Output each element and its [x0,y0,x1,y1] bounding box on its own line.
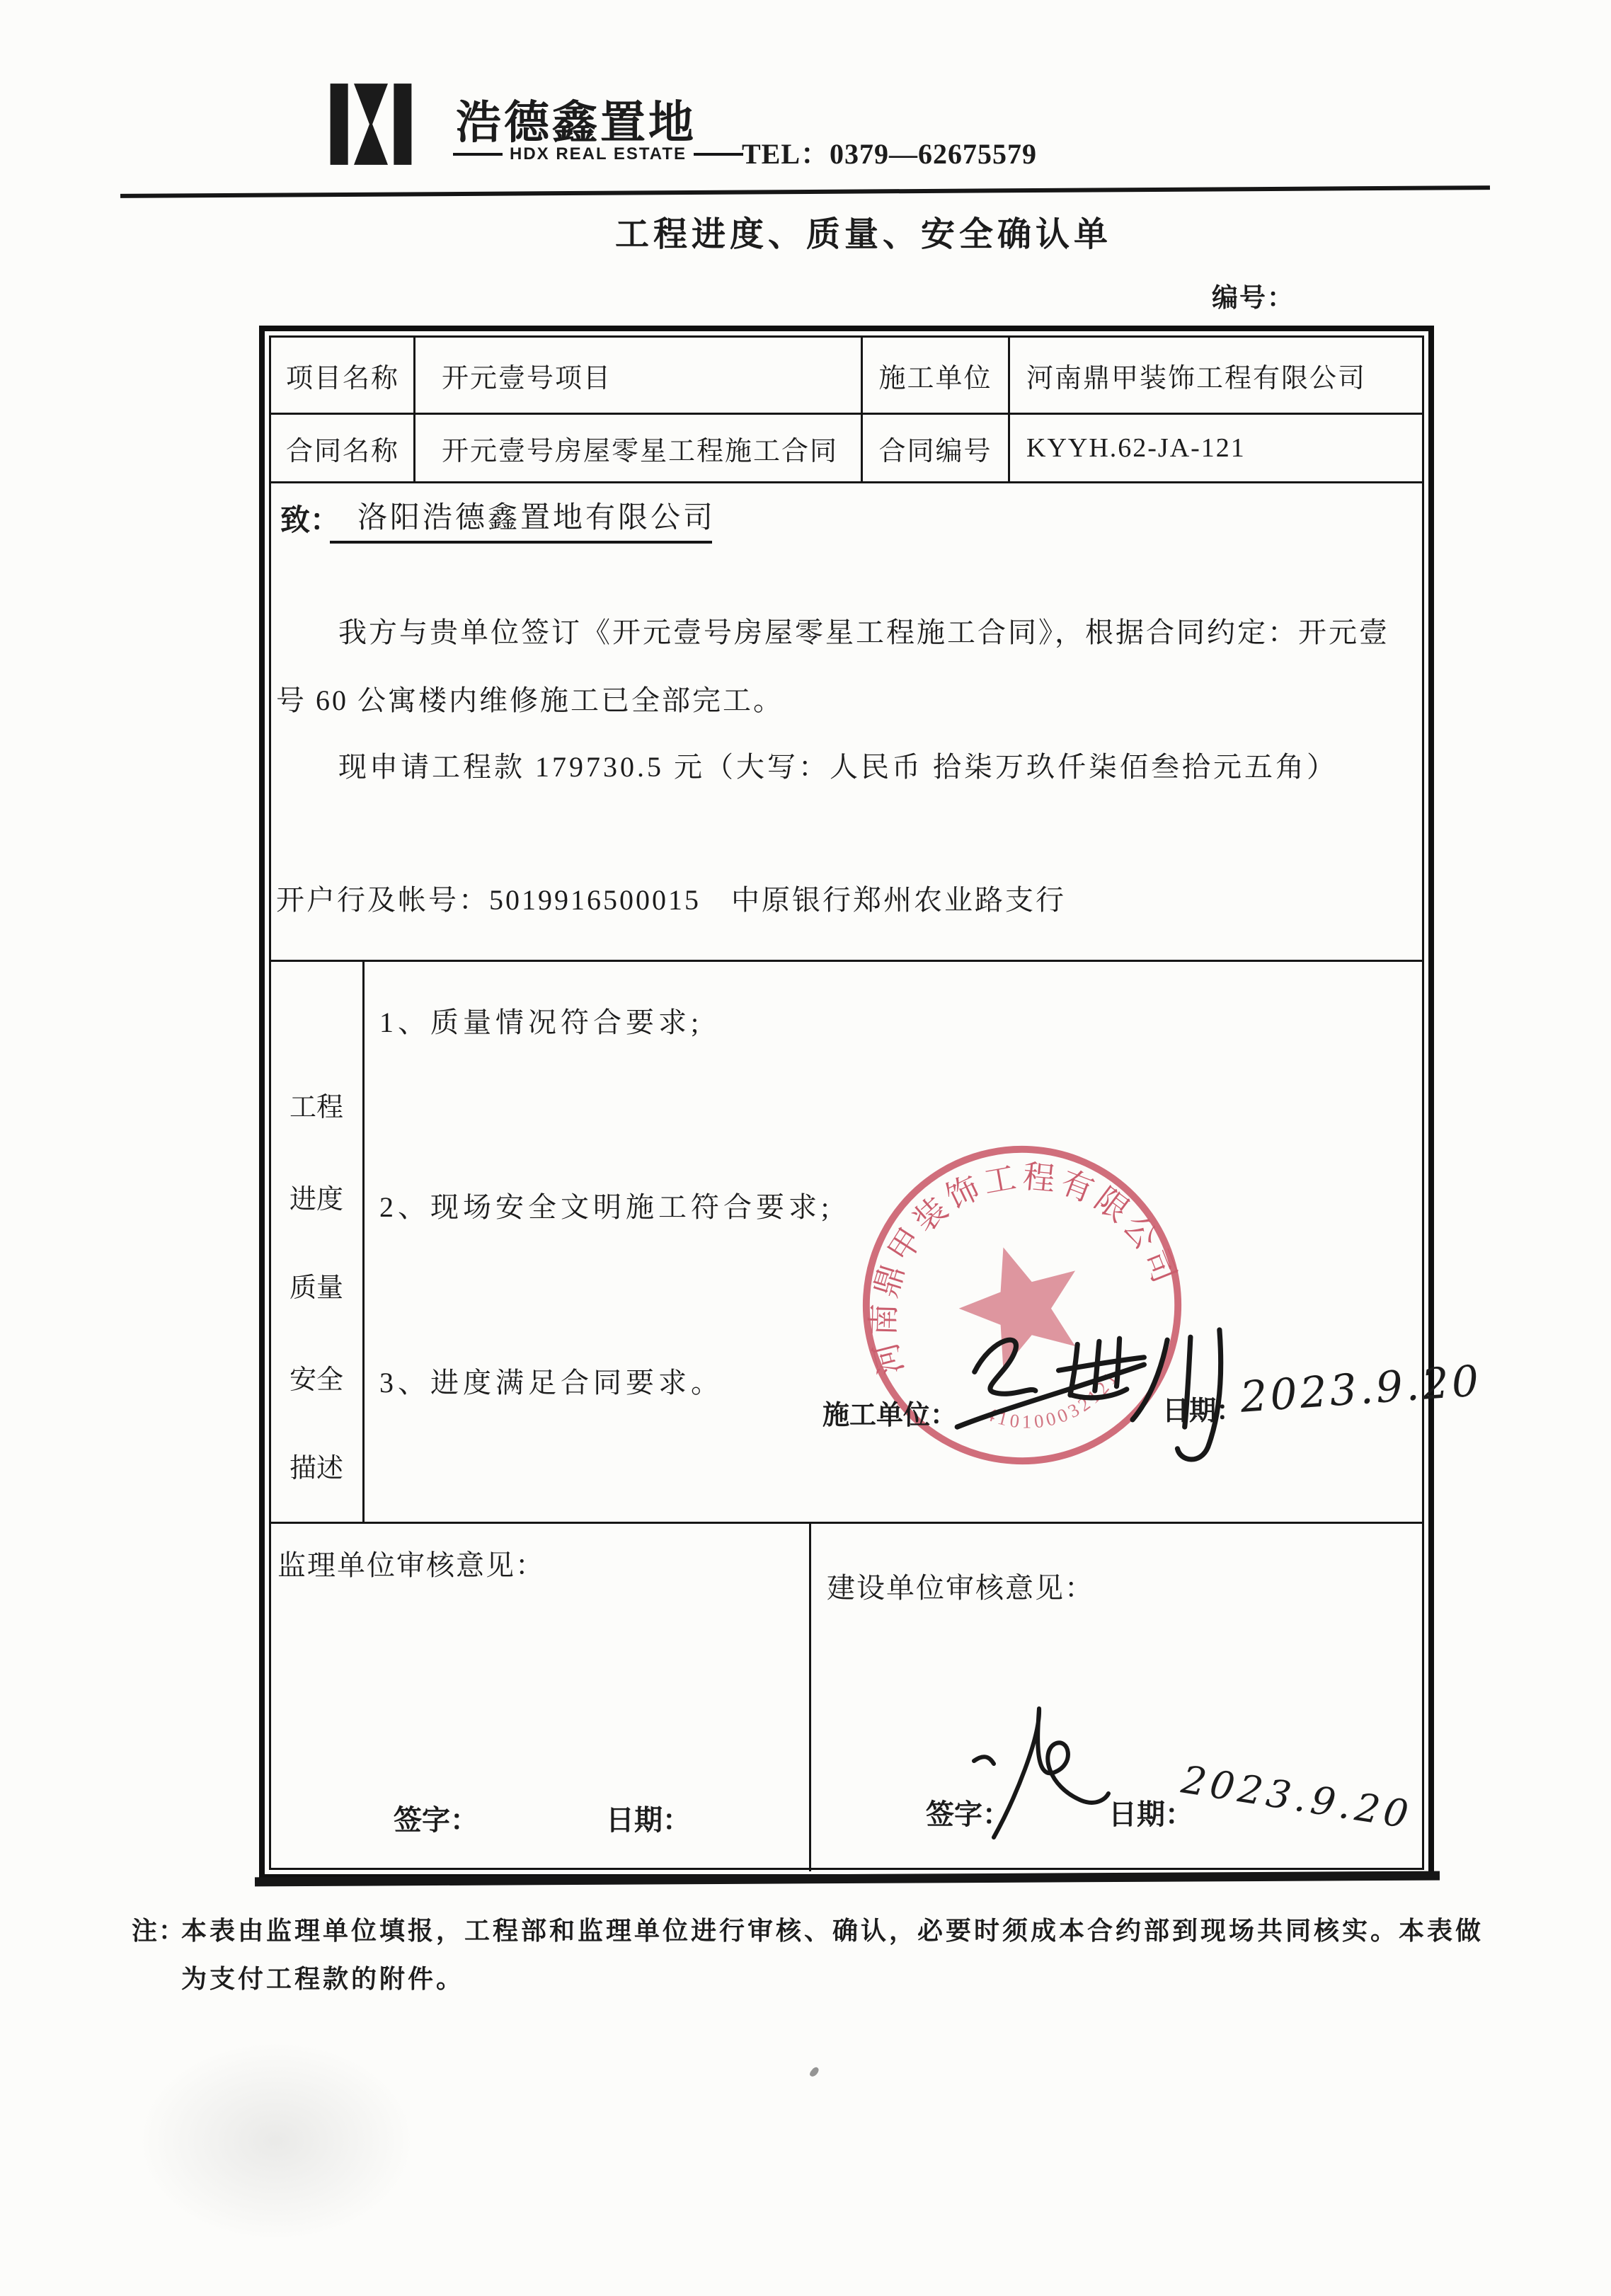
body-paragraph-line2: 号 60 公寓楼内维修施工已全部完工。 [276,684,784,716]
row-separator-4 [271,1522,1422,1524]
seal-serial-text: 410100032121 [982,1365,1123,1433]
header-tel: TEL：0379—62675579 [742,138,1038,170]
builder-sign-label: 签字： [926,1798,1011,1830]
row-separator-3 [271,960,1422,962]
scan-smudge [85,2003,467,2279]
builder-date-value: 2023.9.20 [1179,1757,1416,1838]
side-label-miaoshu: 描述 [289,1453,343,1483]
desc-item-1: 1、质量情况符合要求; [379,1006,704,1038]
supervisor-sign-label: 签字： [394,1804,478,1836]
contractor-label: 施工单位 [878,363,992,394]
form-table-inner-border [269,335,1424,1870]
note-prefix: 注： [132,1917,186,1945]
desc-item-3: 3、进度满足合同要求。 [379,1367,723,1399]
logo-left-rule [453,153,503,156]
supervisor-date-label: 日期： [606,1804,691,1836]
constructor-signature [950,1322,1254,1464]
note-line2: 为支付工程款的附件。 [181,1965,465,1993]
constructor-sign-label: 施工单位： [822,1401,958,1430]
contract-no-label: 合同编号 [878,436,992,466]
builder-date-label: 日期： [1108,1798,1193,1830]
to-label: 致： [280,505,340,537]
builder-signature [947,1693,1159,1856]
side-label-zhiliang: 质量 [289,1273,343,1303]
logo-right-rule [694,153,743,156]
review-separator [809,1522,811,1871]
desc-label-separator [362,960,365,1524]
project-name-value: 开元壹号项目 [442,363,612,394]
header-divider [120,185,1490,198]
side-label-gongcheng: 工程 [289,1092,343,1123]
seal-company-text: 河南鼎甲装饰工程有限公司 [866,1159,1184,1379]
scan-speck [808,2066,820,2078]
contractor-value: 河南鼎甲装饰工程有限公司 [1026,363,1367,394]
logo-company-name: 浩德鑫置地 [456,97,696,148]
form-title: 工程进度、质量、安全确认单 [614,216,1112,253]
logo-subtitle: HDX REAL ESTATE [510,144,687,163]
col-separator-1 [413,338,415,483]
row-separator-2 [271,481,1422,483]
constructor-date-value: 2023.9.20 [1238,1356,1484,1423]
contract-no-value: KYYH.62-JA-121 [1026,433,1246,463]
form-number-label: 编号： [1212,284,1295,313]
logo-subtitle-row [453,144,750,164]
contract-name-label: 合同名称 [285,436,399,466]
side-label-anquan: 安全 [289,1365,343,1395]
to-underline [330,541,712,544]
desc-item-2: 2、现场安全文明施工符合要求; [379,1191,834,1223]
constructor-date-label: 日期： [1162,1396,1244,1426]
supervisor-review-title: 监理单位审核意见： [277,1549,545,1581]
payment-request-line: 现申请工程款 179730.5 元（大写：人民币 拾柒万玖仟柒佰叁拾元五角） [338,751,1338,783]
contract-name-value: 开元壹号房屋零星工程施工合同 [442,436,839,466]
body-paragraph-line1: 我方与贵单位签订《开元壹号房屋零星工程施工合同》，根据合同约定：开元壹 [338,616,1389,648]
col-separator-3 [1008,338,1010,483]
note-line1: 本表由监理单位填报，工程部和监理单位进行审核、确认，必要时须成本合约部到现场共同核实。本表做 [181,1917,1484,1945]
project-name-label: 项目名称 [285,363,399,394]
side-label-jindu: 进度 [289,1184,343,1215]
builder-review-title: 建设单位审核意见： [827,1572,1094,1604]
to-value: 洛阳浩德鑫置地有限公司 [357,502,716,534]
bank-account-line: 开户行及帐号：5019916500015 中原银行郑州农业路支行 [276,884,1066,916]
hdx-logo-icon [300,82,442,167]
